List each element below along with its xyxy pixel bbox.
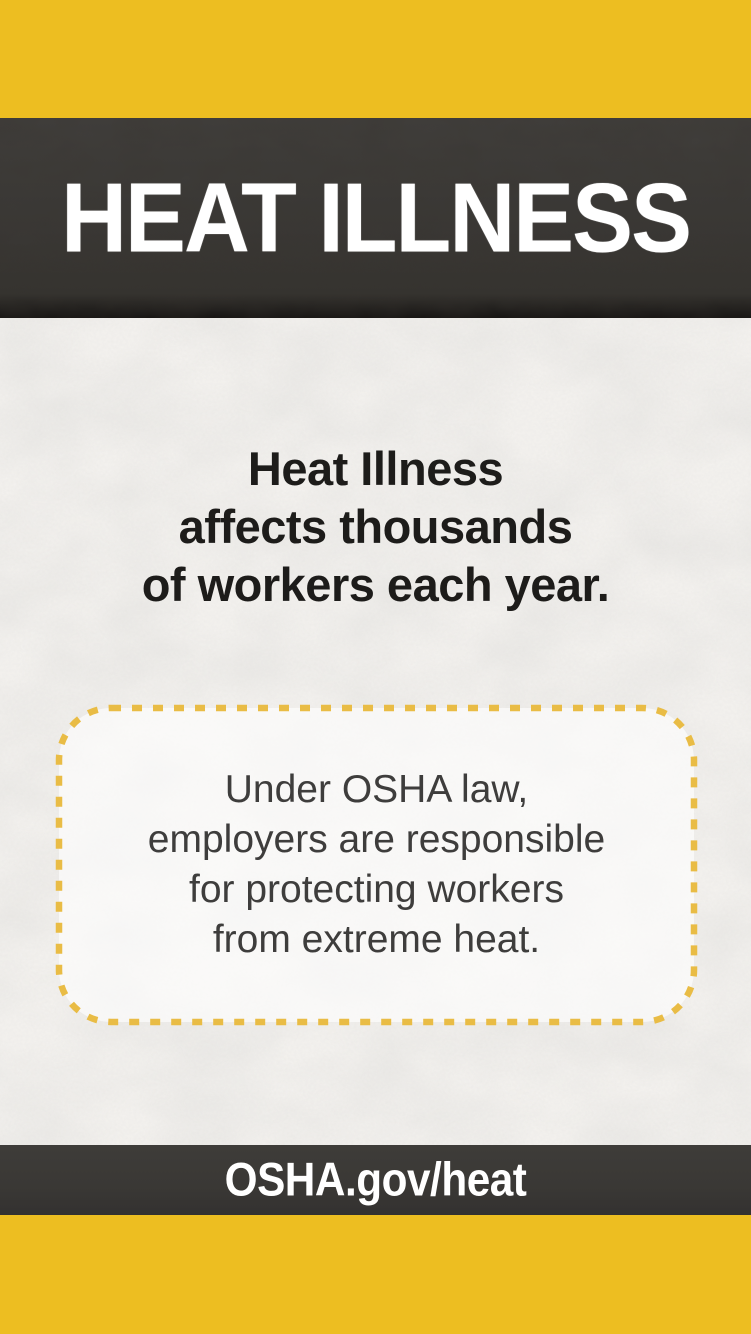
callout-line-4: from extreme heat. (212, 918, 541, 961)
callout-text (71, 714, 682, 1016)
headline-line-1: Heat Illness (247, 442, 504, 495)
callout-line-2: employers are responsible (147, 818, 606, 861)
poster-title: HEAT ILLNESS (61, 162, 690, 273)
headline-line-3: of workers each year. (141, 558, 610, 611)
callout-line-3: for protecting workers (189, 868, 564, 911)
headline-line-2: affects thousands (178, 500, 573, 553)
body-area (0, 318, 751, 1145)
top-yellow-band (0, 0, 751, 118)
headline (0, 440, 751, 614)
footer-band (0, 1145, 751, 1215)
bottom-yellow-band (0, 1215, 751, 1334)
footer-url: OSHA.gov/heat (224, 1152, 527, 1207)
header-band (0, 118, 751, 318)
callout-box (55, 704, 698, 1026)
callout-line-1: Under OSHA law, (224, 768, 529, 811)
